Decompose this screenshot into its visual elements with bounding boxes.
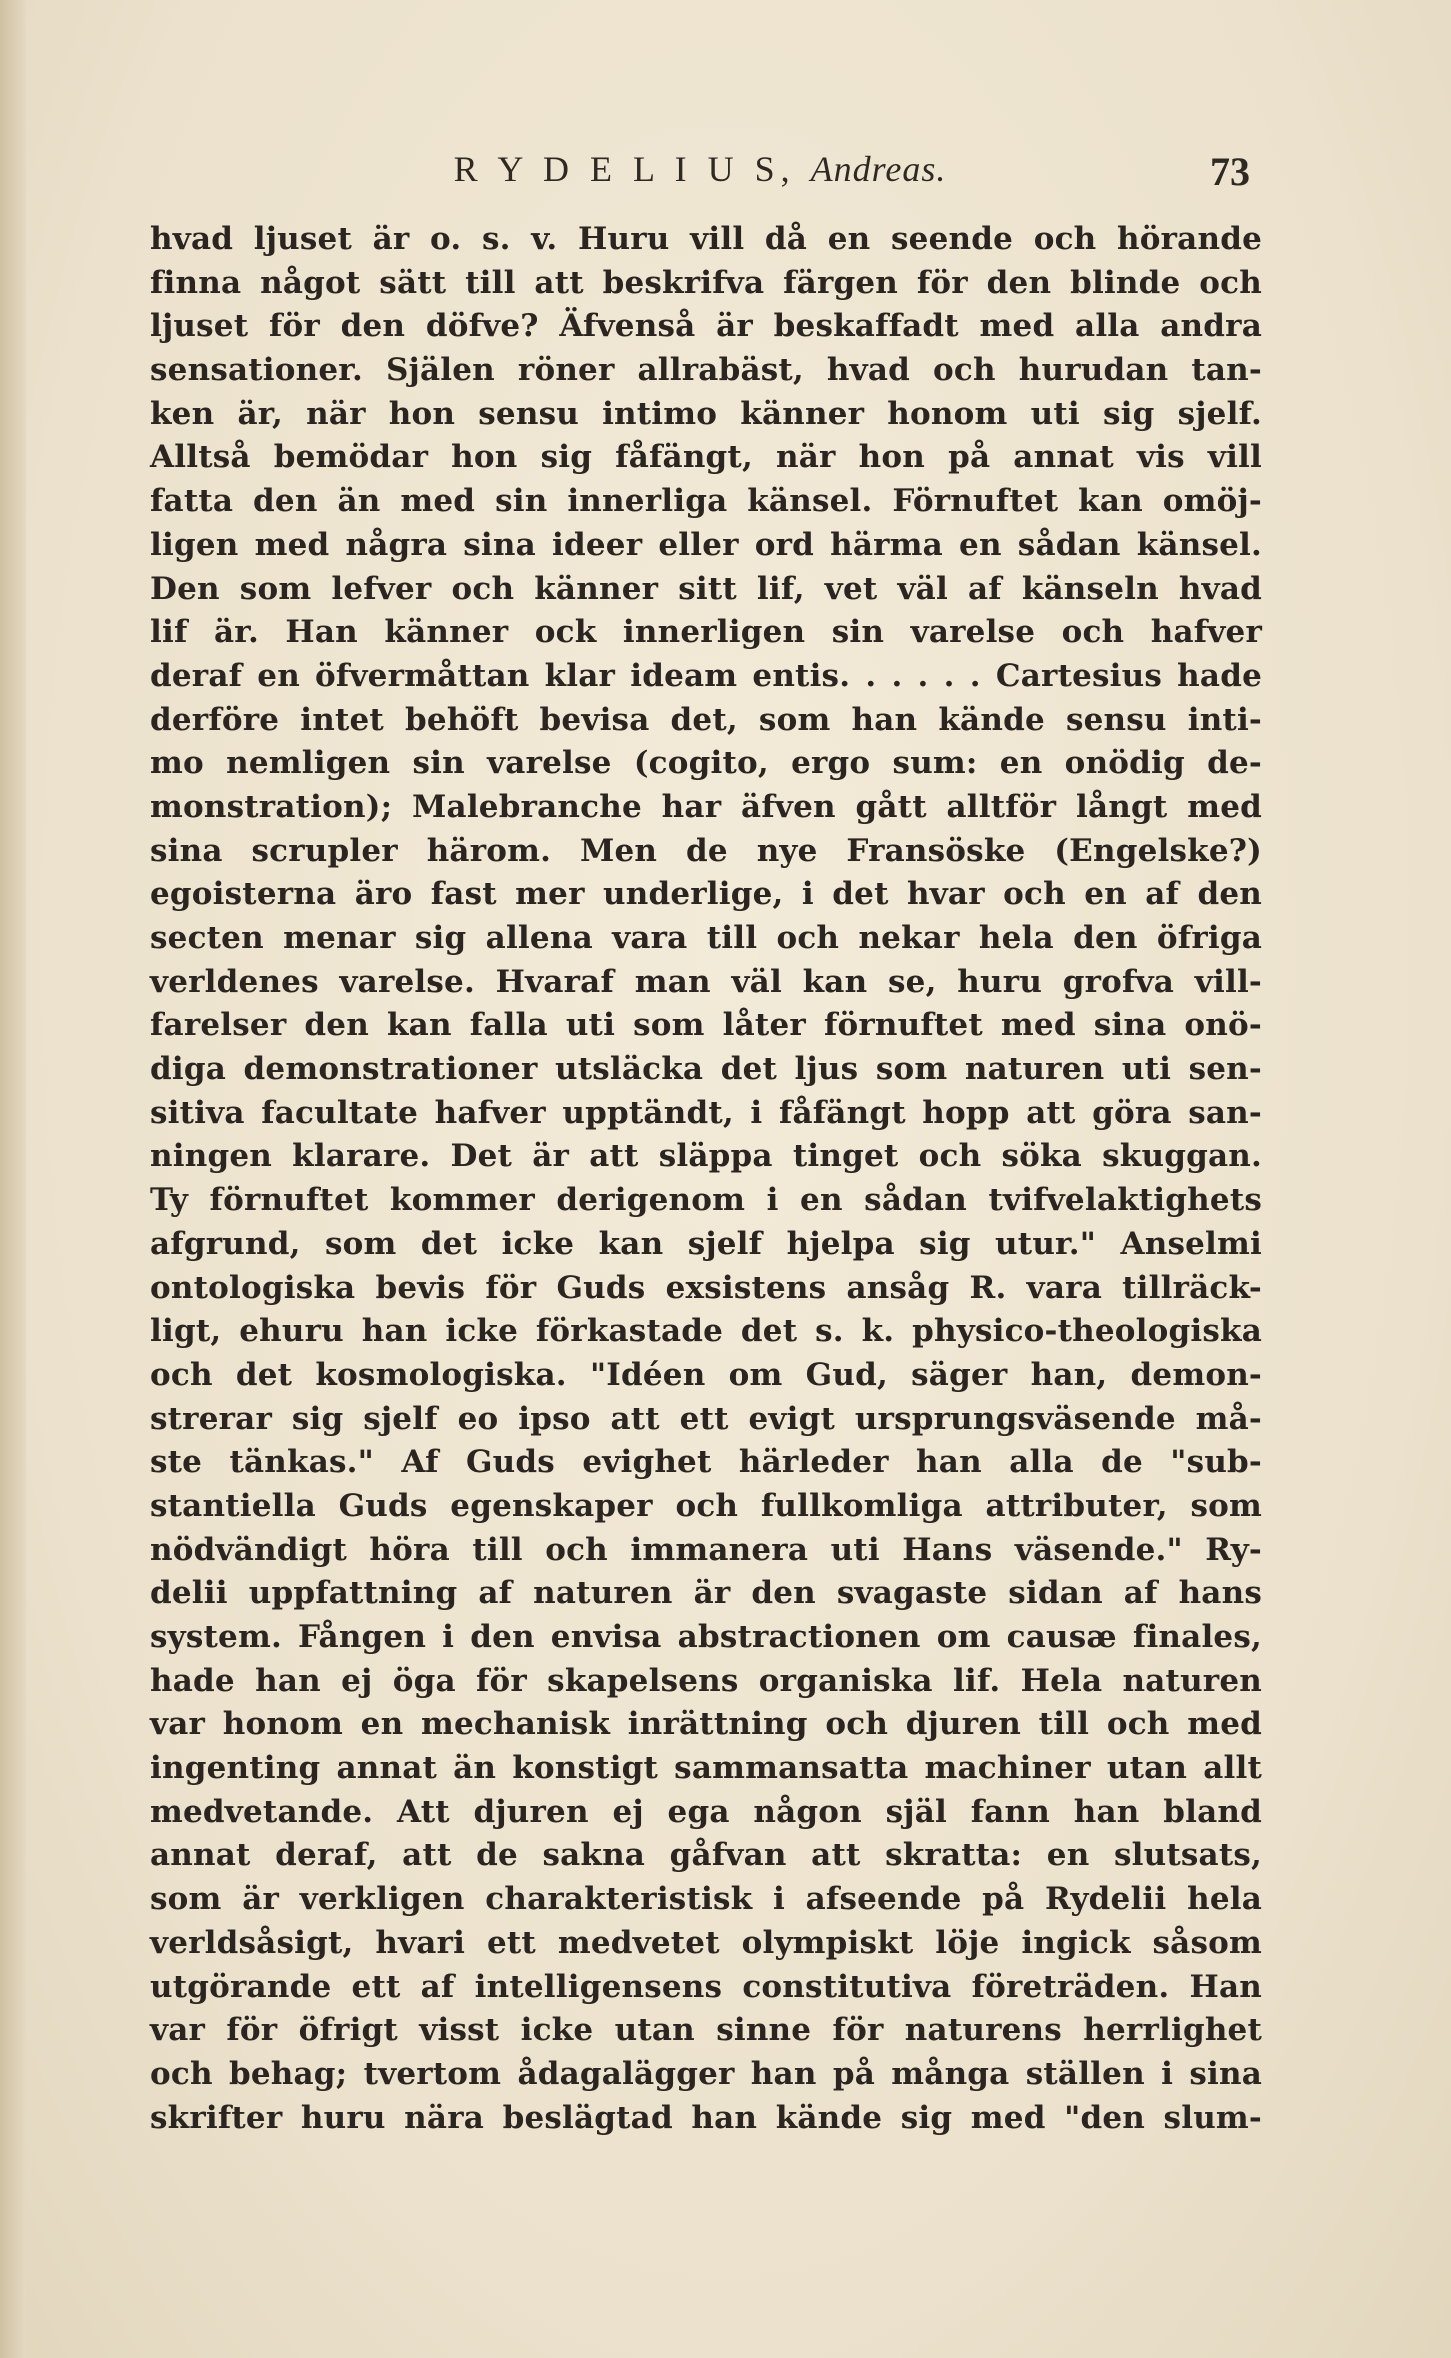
text-line: delii uppfattning af naturen är den svagaste sidan af hans: [150, 1575, 1262, 1612]
text-line: sitiva facultate hafver upptändt, i fåfängt hopp att göra san-: [150, 1094, 1262, 1131]
text-line: afgrund, som det icke kan sjelf hjelpa sig utur." Anselmi: [150, 1225, 1262, 1262]
text-line: verldenes varelse. Hvaraf man väl kan se, huru grofva vill-: [150, 963, 1262, 1000]
text-line: deraf en öfvermåttan klar ideam entis. . . . . . Cartesius hade: [150, 657, 1262, 694]
text-line: stantiella Guds egenskaper och fullkomliga attributer, som: [150, 1487, 1262, 1524]
text-line: ontologiska bevis för Guds exsistens ansåg R. vara tillräck-: [150, 1269, 1262, 1306]
text-line: diga demonstrationer utsläcka det ljus som naturen uti sen-: [150, 1051, 1262, 1088]
text-line: medvetande. Att djuren ej ega någon själ fann han bland: [150, 1793, 1262, 1830]
text-line: finna något sätt till att beskrifva färgen för den blinde och: [150, 264, 1262, 301]
text-line: monstration); Malebranche har äfven gått alltför långt med: [150, 788, 1262, 825]
text-line: sina scrupler härom. Men de nye Fransöske (Engelske?): [150, 832, 1262, 869]
page-binding-edge: [0, 0, 26, 2358]
text-line: var honom en mechanisk inrättning och djuren till och med: [150, 1706, 1262, 1743]
text-line: som är verkligen charakteristisk i afseende på Rydelii hela: [150, 1881, 1262, 1918]
text-line: verldsåsigt, hvari ett medvetet olympiskt löje ingick såsom: [150, 1924, 1262, 1961]
text-line: mo nemligen sin varelse (cogito, ergo sum: en onödig de-: [150, 745, 1262, 782]
text-line: sensationer. Själen röner allrabäst, hvad och hurudan tan-: [150, 352, 1262, 389]
text-line: lif är. Han känner ock innerligen sin varelse och hafver: [150, 614, 1262, 651]
text-line: Ty förnuftet kommer derigenom i en sådan tvifvelaktighets: [150, 1182, 1262, 1219]
text-line: ste tänkas." Af Guds evighet härleder han alla de "sub-: [150, 1444, 1262, 1481]
text-line: var för öfrigt visst icke utan sinne för naturens herrlighet: [150, 2012, 1262, 2049]
running-head-author: R Y D E L I U S,: [453, 149, 796, 189]
page-header: [150, 148, 1250, 208]
text-line: fatta den än med sin innerliga känsel. Förnuftet kan omöj-: [150, 483, 1262, 520]
text-line: secten menar sig allena vara till och nekar hela den öfriga: [150, 920, 1262, 956]
text-line: hade han ej öga för skapelsens organiska lif. Hela naturen: [150, 1662, 1262, 1699]
running-head: [150, 148, 1250, 190]
text-line: annat deraf, att de sakna gåfvan att skratta: en slutsats,: [150, 1837, 1262, 1874]
text-line: Alltså bemödar hon sig fåfängt, när hon på annat vis vill: [150, 439, 1262, 476]
text-line: utgörande ett af intelligensens constitutiva företräden. Han: [150, 1968, 1262, 2005]
text-line: strerar sig sjelf eo ipso att ett evigt ursprungsväsende må-: [150, 1400, 1262, 1437]
text-line: ken är, när hon sensu intimo känner honom uti sig sjelf.: [150, 395, 1262, 432]
text-line: ingenting annat än konstigt sammansatta machiner utan allt: [150, 1750, 1262, 1787]
running-head-given-name: Andreas.: [810, 149, 947, 189]
text-line: hvad ljuset är o. s. v. Huru vill då en seende och hörande: [150, 221, 1262, 257]
text-line: och det kosmologiska. "Idéen om Gud, säger han, demon-: [150, 1356, 1262, 1393]
body-text: [150, 218, 1262, 2140]
page-number: 73: [1210, 149, 1250, 194]
text-line: ljuset för den döfve? Äfvenså är beskaffadt med alla andra: [150, 308, 1262, 345]
text-line: skrifter huru nära beslägtad han kände sig med "den slum-: [150, 2099, 1262, 2136]
text-line: ningen klarare. Det är att släppa tinget och söka skuggan.: [150, 1138, 1262, 1175]
text-line: och behag; tvertom ådagalägger han på många ställen i sina: [150, 2055, 1262, 2092]
text-line: egoisterna äro fast mer underlige, i det hvar och en af den: [150, 876, 1262, 913]
text-line: system. Fången i den envisa abstractionen om causæ finales,: [150, 1619, 1262, 1655]
text-line: Den som lefver och känner sitt lif, vet väl af känseln hvad: [150, 570, 1262, 607]
text-line: nödvändigt höra till och immanera uti Hans väsende." Ry-: [150, 1531, 1262, 1568]
text-line: derföre intet behöft bevisa det, som han kände sensu inti-: [150, 701, 1262, 738]
text-line: ligen med några sina ideer eller ord härma en sådan känsel.: [150, 526, 1262, 563]
text-line: ligt, ehuru han icke förkastade det s. k. physico-theologiska: [150, 1313, 1262, 1350]
text-line: farelser den kan falla uti som låter förnuftet med sina onö-: [150, 1007, 1262, 1044]
